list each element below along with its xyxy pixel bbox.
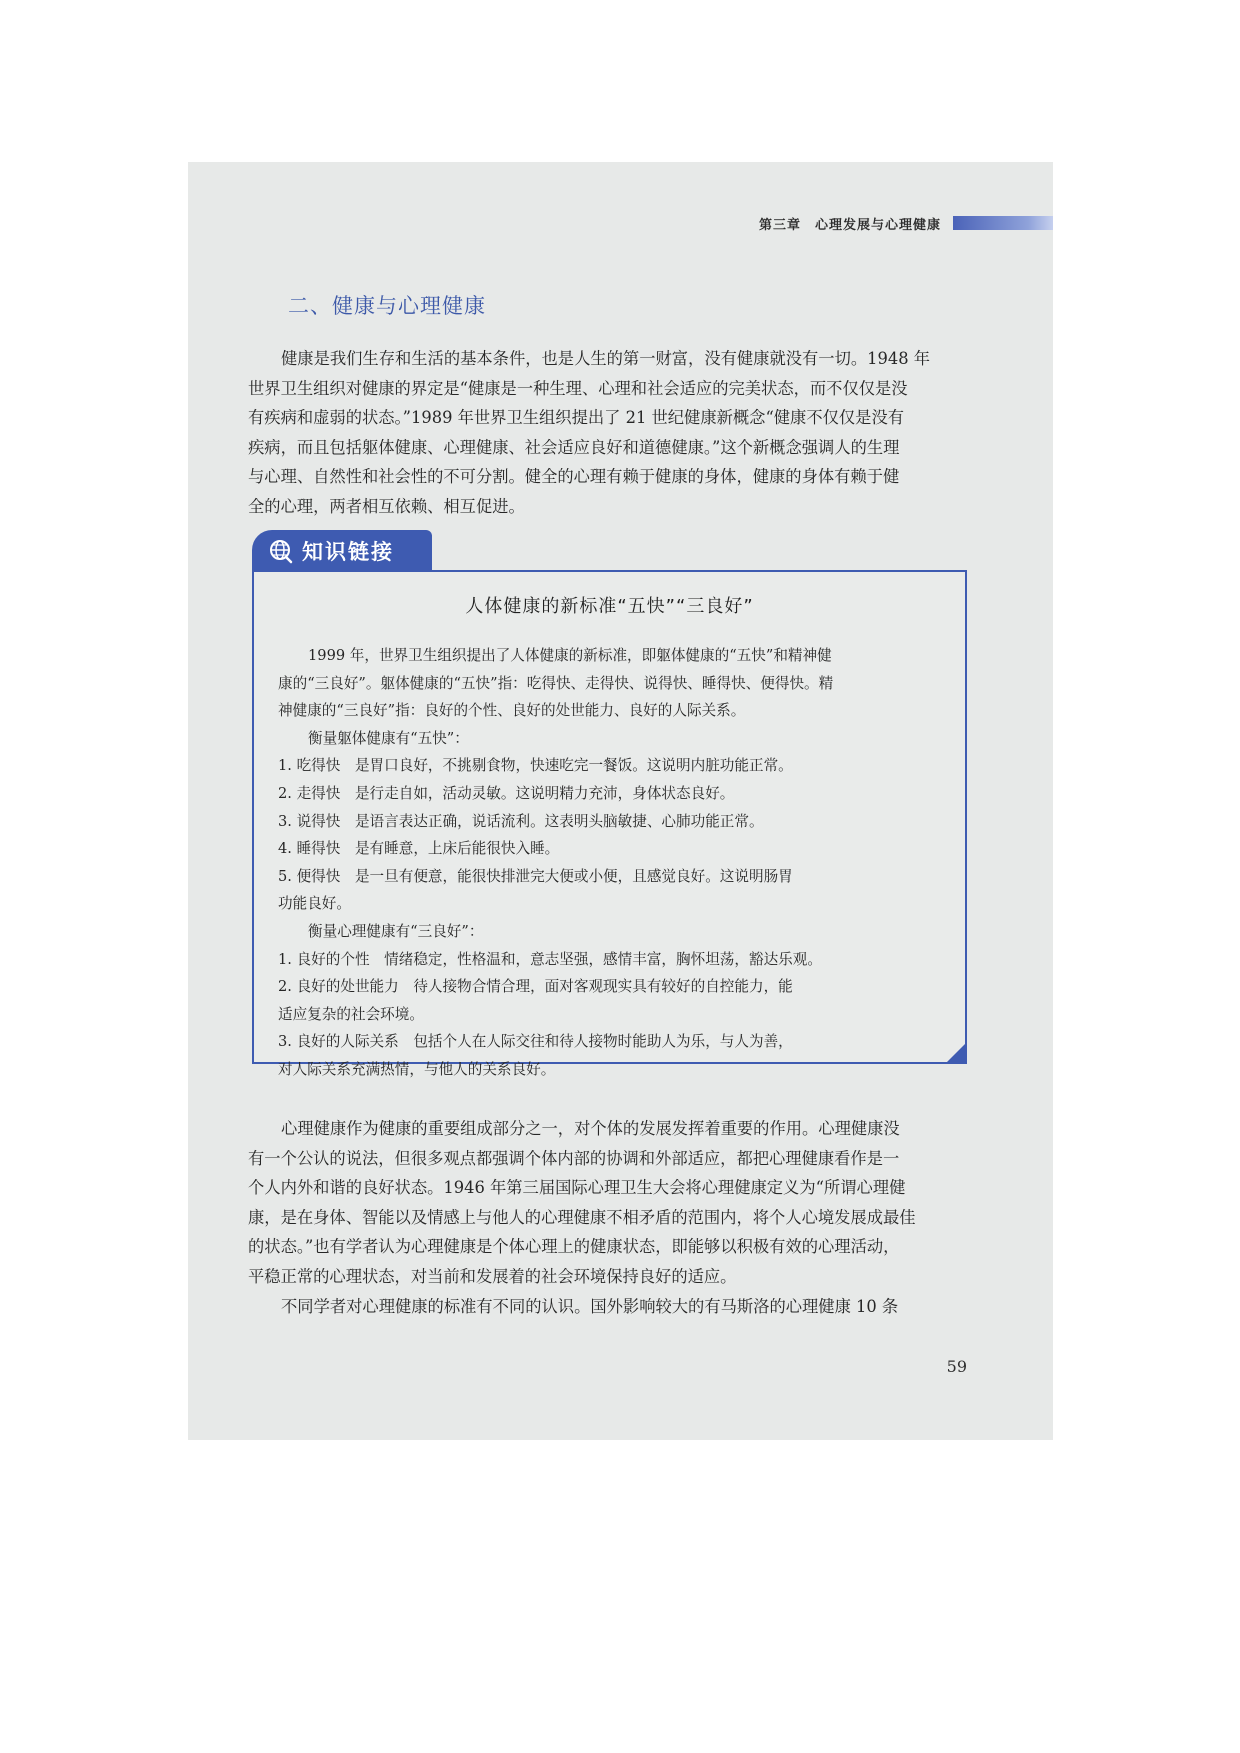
text-line: 世界卫生组织对健康的界定是“健康是一种生理、心理和社会适应的完美状态，而不仅仅是没 [248, 378, 908, 398]
list-item: 5. 便得快 是一旦有便意，能很快排泄完大便或小便，且感觉良好。这说明肠胃 [278, 867, 793, 885]
text-line: 适应复杂的社会环境。 [278, 1005, 424, 1023]
text-line: 心理健康作为健康的重要组成部分之一，对个体的发展发挥着重要的作用。心理健康没 [281, 1119, 900, 1138]
text-line: 衡量心理健康有“三良好”： [308, 922, 484, 940]
chapter-title: 第三章 心理发展与心理健康 [758, 217, 941, 233]
list-item: 1. 吃得快 是胃口良好，不挑剔食物，快速吃完一餐饭。这说明内脏功能正常。 [278, 757, 793, 775]
text-line: 不同学者对心理健康的标准有不同的认识。国外影响较大的有马斯洛的心理健康 10 条 [281, 1296, 899, 1316]
text-line: 康的“三良好”。躯体健康的“五快”指：吃得快、走得快、说得快、睡得快、便得快。精 [278, 674, 834, 692]
text-line: 神健康的“三良好”指：良好的个性、良好的处世能力、良好的人际关系。 [278, 702, 746, 720]
text-line: 有疾病和虚弱的状态。”1989 年世界卫生组织提出了 21 世纪健康新概念“健康不仅仅是没有 [248, 408, 905, 428]
text-line: 全的心理，两者相互依赖、相互促进。 [248, 496, 525, 516]
header-accent-bar [953, 216, 1053, 230]
text-line: 衡量躯体健康有“五快”： [308, 729, 469, 747]
text-line: 对人际关系充满热情，与他人的关系良好。 [278, 1060, 556, 1078]
corner-fold [945, 1042, 967, 1064]
text-line: 个人内外和谐的良好状态。1946 年第三届国际心理卫生大会将心理健康定义为“所谓心理健 [248, 1178, 906, 1198]
knowledge-link-box [252, 570, 967, 1078]
section-title: 二、健康与心理健康 [288, 294, 486, 318]
list-item: 3. 说得快 是语言表达正确，说话流利。这表明头脑敏捷、心肺功能正常。 [278, 812, 764, 830]
text-line: 1999 年，世界卫生组织提出了人体健康的新标准，即躯体健康的“五快”和精神健 [308, 647, 832, 664]
text-line: 疾病，而且包括躯体健康、心理健康、社会适应良好和道德健康。”这个新概念强调人的生理 [248, 437, 900, 457]
list-item: 3. 良好的人际关系 包括个人在人际交往和待人接物时能助人为乐，与人为善， [278, 1033, 793, 1051]
knowledge-link-label: 知识链接 [302, 540, 394, 564]
intro-paragraph [248, 344, 958, 522]
text-line: 功能良好。 [278, 895, 351, 913]
body-paragraph [248, 1114, 958, 1321]
page-number: 59 [946, 1357, 967, 1376]
list-item: 2. 走得快 是行走自如，活动灵敏。这说明精力充沛，身体状态良好。 [278, 784, 735, 802]
text-line: 平稳正常的心理状态，对当前和发展着的社会环境保持良好的适应。 [248, 1266, 737, 1286]
book-page [188, 162, 1053, 1440]
text-line: 的状态。”也有学者认为心理健康是个体心理上的健康状态，即能够以积极有效的心理活动， [248, 1237, 900, 1257]
globe-icon [268, 538, 294, 564]
text-line: 有一个公认的说法，但很多观点都强调个体内部的协调和外部适应，都把心理健康看作是一 [248, 1148, 900, 1168]
knowledge-title: 人体健康的新标准“五快”“三良好” [465, 596, 754, 617]
list-item: 2. 良好的处世能力 待人接物合情合理，面对客观现实具有较好的自控能力，能 [278, 978, 793, 996]
running-header [759, 212, 1053, 234]
list-item: 1. 良好的个性 情绪稳定，性格温和，意志坚强，感情丰富，胸怀坦荡，豁达乐观。 [278, 950, 822, 968]
text-line: 与心理、自然性和社会性的不可分割。健全的心理有赖于健康的身体，健康的身体有赖于健 [248, 467, 900, 487]
text-line: 康，是在身体、智能以及情感上与他人的心理健康不相矛盾的范围内，将个人心境发展成最佳 [248, 1207, 916, 1227]
text-line: 健康是我们生存和生活的基本条件，也是人生的第一财富，没有健康就没有一切。1948 年 [281, 349, 931, 368]
knowledge-body [278, 642, 942, 1084]
knowledge-link-tab [252, 530, 432, 572]
list-item: 4. 睡得快 是有睡意，上床后能很快入睡。 [278, 840, 560, 858]
